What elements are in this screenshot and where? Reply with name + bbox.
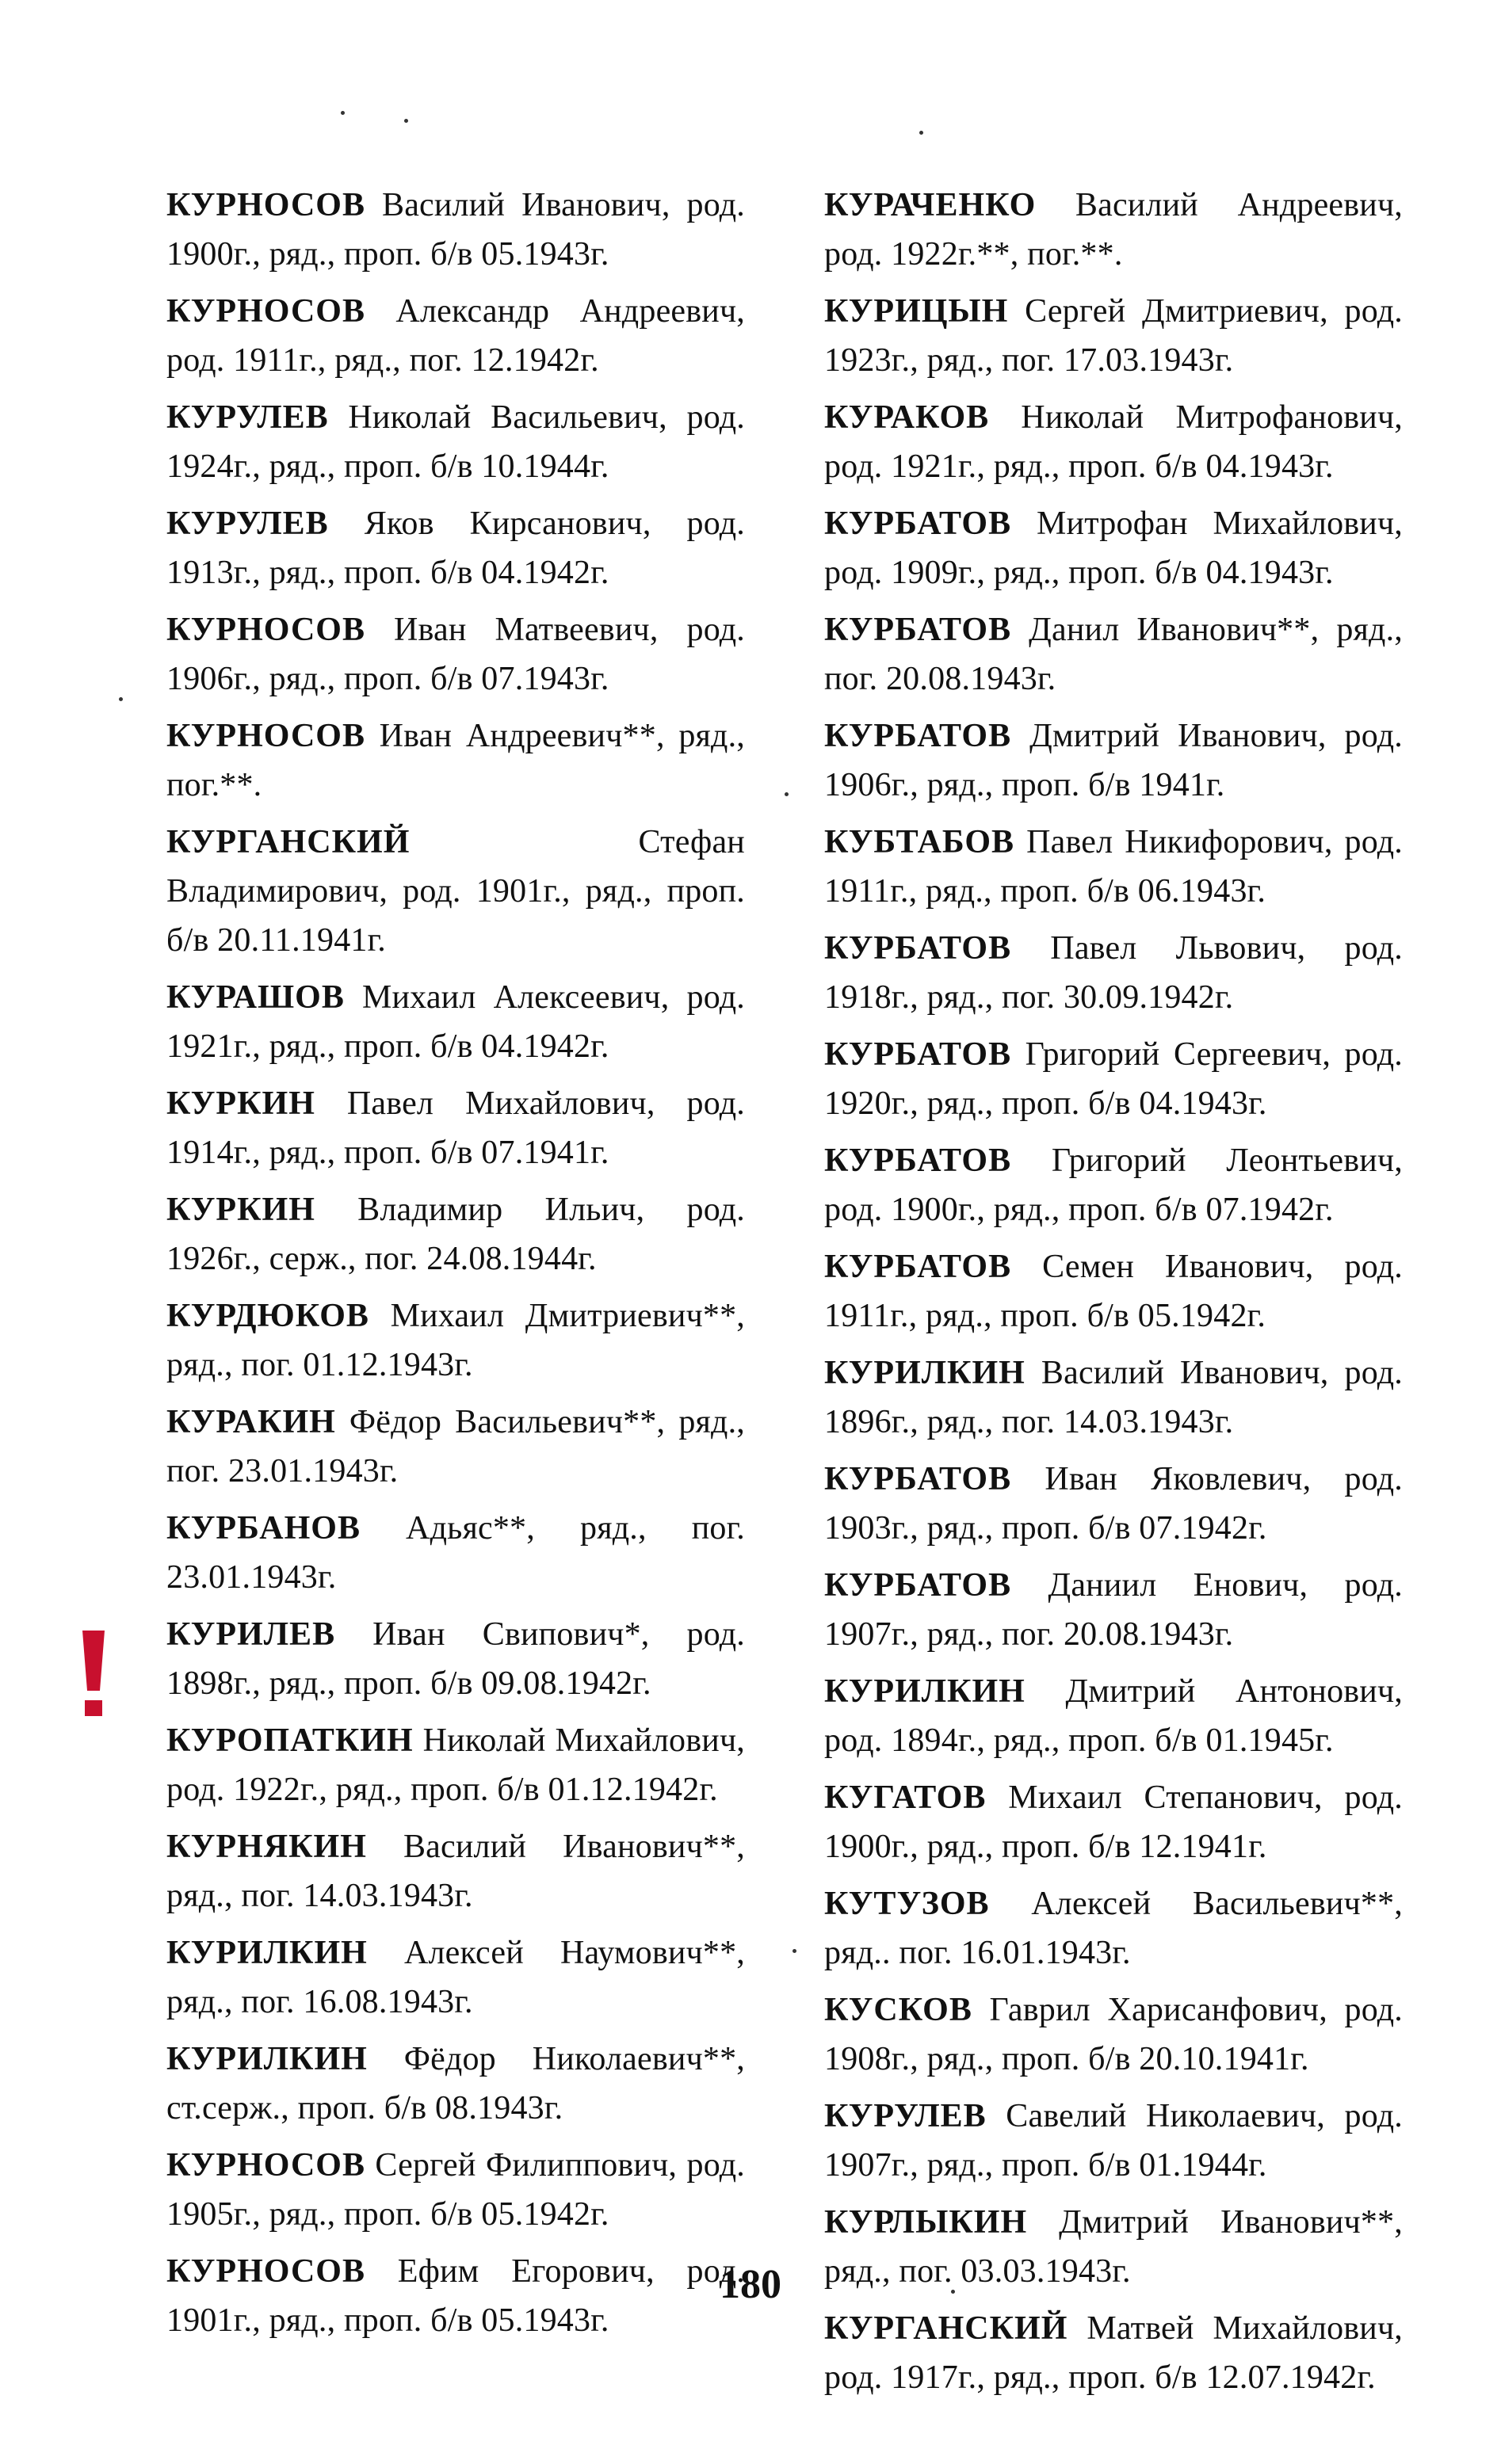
right-column [824, 181, 1403, 2410]
list-item: КУРНОСОВ Иван Матвеевич, род. 1906г., ряд., проп. б/в 07.1943г. [166, 612, 745, 697]
list-item: КУРБАТОВ Иван Яковлевич, род. 1903г., ряд., проп. б/в 07.1942г. [824, 1461, 1404, 1547]
list-item: КУГАТОВ Михаил Степанович, род. 1900г., ряд., проп. б/в 12.1941г. [824, 1779, 1403, 1865]
list-item: КУРАКИН Фёдор Васильевич**, ряд., пог. 23.01.1943г. [166, 1404, 746, 1489]
list-item: КУТУЗОВ Алексей Васильевич**, ряд.. пог. 16.01.1943г. [824, 1886, 1403, 1971]
list-item: КУРУЛЕВ Яков Кирсанович, род. 1913г., ряд., проп. б/в 04.1942г. [166, 505, 746, 591]
scan-speck [341, 111, 345, 115]
list-item: КУРАЧЕНКО Василий Андреевич, род. 1922г.**, пог.**. [824, 187, 1403, 273]
list-item: КУРИЛКИН Василий Иванович, род. 1896г., ряд., пог. 14.03.1943г. [824, 1355, 1403, 1440]
list-item: КУРБАТОВ Данил Иванович**, ряд., пог. 20.08.1943г. [824, 612, 1404, 697]
list-item: КУРБАТОВ Митрофан Михайлович, род. 1909г., ряд., проп. б/в 04.1943г. [824, 505, 1403, 591]
list-item: КУРУЛЕВ Николай Васильевич, род. 1924г., ряд., проп. б/в 10.1944г. [166, 399, 746, 485]
list-item: КУРГАНСКИЙ Матвей Михайлович, род. 1917г., ряд., проп. б/в 12.07.1942г. [824, 2310, 1403, 2396]
list-item: КУРНЯКИН Василий Иванович**, ряд., пог. 14.03.1943г. [166, 1829, 745, 1914]
list-item: КУРБАТОВ Павел Львович, род. 1918г., ряд., пог. 30.09.1942г. [824, 930, 1404, 1016]
list-item: КУРКИН Владимир Ильич, род. 1926г., серж., пог. 24.08.1944г. [166, 1192, 745, 1277]
list-item: КУРБАТОВ Семен Иванович, род. 1911г., ряд., проп. б/в 05.1942г. [824, 1249, 1403, 1334]
list-item: КУРИЛКИН Алексей Наумович**, ряд., пог. 16.08.1943г. [166, 1935, 745, 2020]
list-item: КУРБАТОВ Григорий Леонтьевич, род. 1900г., ряд., проп. б/в 07.1942г. [824, 1142, 1403, 1228]
scan-speck [404, 119, 408, 123]
list-item: КУРАКОВ Николай Митрофанович, род. 1921г., ряд., проп. б/в 04.1943г. [824, 399, 1403, 485]
list-item: КУРИЛЕВ Иван Свипович*, род. 1898г., ряд., проп. б/в 09.08.1942г. [166, 1616, 745, 1702]
list-item: КУРОПАТКИН Николай Михайлович, род. 1922г., ряд., проп. б/в 01.12.1942г. [166, 1722, 745, 1808]
list-item: КУРКИН Павел Михайлович, род. 1914г., ряд., проп. б/в 07.1941г. [166, 1085, 746, 1171]
scan-speck [785, 792, 789, 796]
exclamation-mark-icon [76, 1626, 111, 1721]
list-item: КУРАШОВ Михаил Алексеевич, род. 1921г., ряд., проп. б/в 04.1942г. [166, 979, 745, 1065]
page-number: 180 [720, 2262, 781, 2307]
scan-speck [119, 697, 123, 701]
list-item: КУРИЛКИН Фёдор Николаевич**, ст.серж., проп. б/в 08.1943г. [166, 2041, 745, 2126]
list-item: КУРБАТОВ Дмитрий Иванович, род. 1906г., ряд., проп. б/в 1941г. [824, 718, 1404, 803]
list-item: КУРНОСОВ Василий Иванович, род. 1900г., ряд., проп. б/в 05.1943г. [166, 187, 746, 273]
scan-speck [793, 1949, 796, 1953]
list-item: КУРБАНОВ Адьяс**, ряд., пог. 23.01.1943г. [166, 1510, 745, 1596]
list-item: КУРЛЫКИН Дмитрий Иванович**, ряд., пог. 03.03.1943г. [824, 2204, 1403, 2290]
list-item: КУСКОВ Гаврил Харисанфович, род. 1908г., ряд., проп. б/в 20.10.1941г. [824, 1992, 1403, 2077]
list-item: КУРНОСОВ Иван Андреевич**, ряд., пог.**. [166, 718, 746, 803]
left-column [166, 181, 745, 2353]
list-item: КУРУЛЕВ Савелий Николаевич, род. 1907г., ряд., проп. б/в 01.1944г. [824, 2098, 1404, 2184]
list-item: КУРНОСОВ Сергей Филиппович, род. 1905г., ряд., проп. б/в 05.1942г. [166, 2147, 746, 2233]
list-item: КУРНОСОВ Александр Андреевич, род. 1911г., ряд., пог. 12.1942г. [166, 293, 745, 379]
list-item: КУРБАТОВ Даниил Енович, род. 1907г., ряд., пог. 20.08.1943г. [824, 1567, 1404, 1653]
list-item: КУРБАТОВ Григорий Сергеевич, род. 1920г., ряд., проп. б/в 04.1943г. [824, 1036, 1403, 1122]
list-item: КУРДЮКОВ Михаил Дмитриевич**, ряд., пог. 01.12.1943г. [166, 1298, 745, 1383]
list-item: КУРИЛКИН Дмитрий Антонович, род. 1894г., ряд., проп. б/в 01.1945г. [824, 1673, 1404, 1759]
list-item: КУБТАБОВ Павел Никифорович, род. 1911г., ряд., проп. б/в 06.1943г. [824, 824, 1403, 910]
list-item: КУРГАНСКИЙ Стефан Владимирович, род. 1901г., ряд., проп. б/в 20.11.1941г. [166, 824, 745, 959]
list-item: КУРНОСОВ Ефим Егорович, род. 1901г., ряд., проп. б/в 05.1943г. [166, 2253, 745, 2339]
scan-speck [919, 131, 923, 135]
list-item: КУРИЦЫН Сергей Дмитриевич, род. 1923г., ряд., пог. 17.03.1943г. [824, 293, 1404, 379]
